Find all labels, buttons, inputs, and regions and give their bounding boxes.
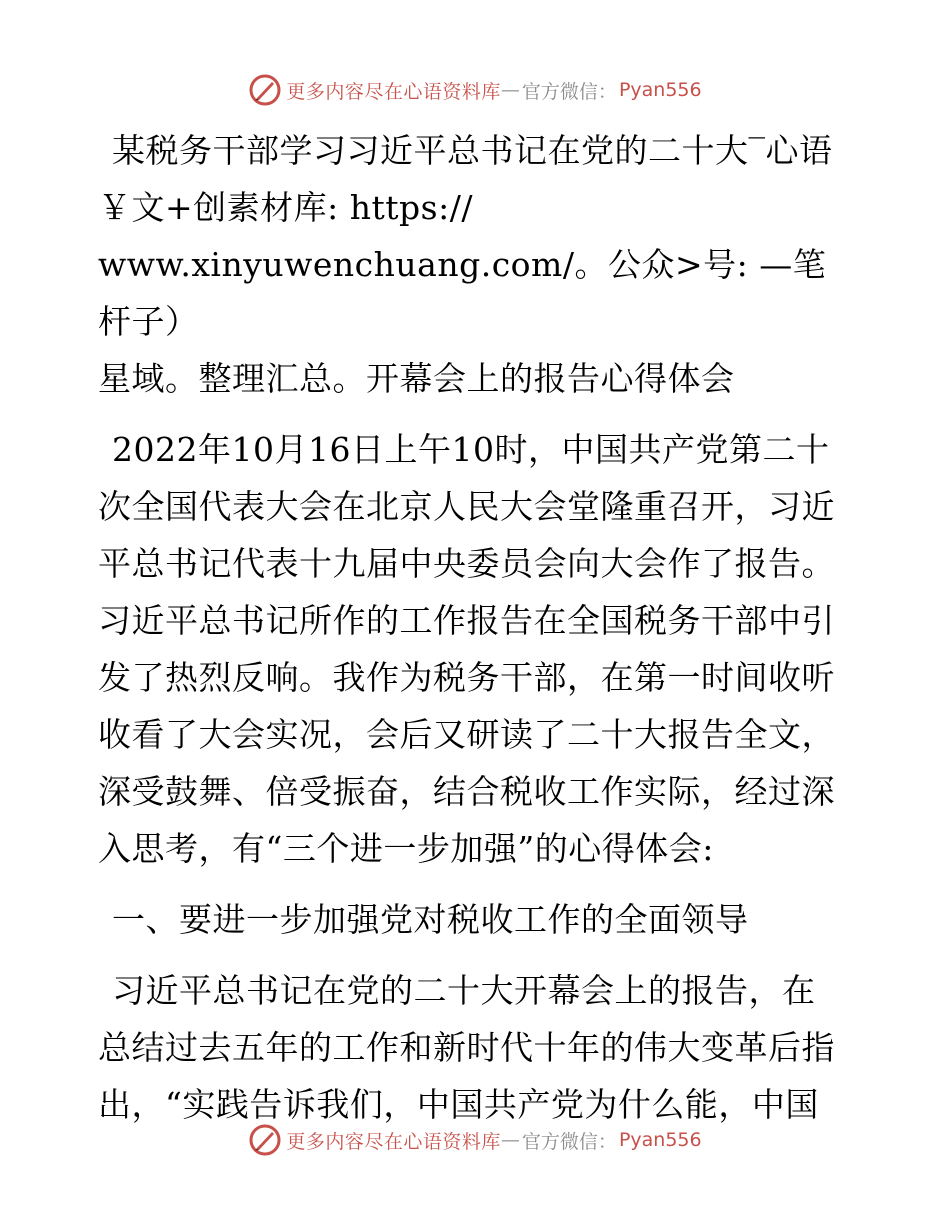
watermark-footer — [0, 1122, 950, 1158]
paragraph-section-1 — [98, 962, 858, 1133]
quill-circle-icon — [248, 73, 282, 107]
paragraph-line: 发了热烈反响。我作为税务干部，在第一时间收听 — [98, 658, 835, 697]
paragraph-line: 深受鼓舞、倍受振奋，结合税收工作实际，经过深 — [98, 772, 835, 811]
document-title — [98, 122, 858, 407]
paragraph-line: 2022年10月16日上午10时，中国共产党第二十 — [112, 430, 830, 469]
watermark-dash: — — [500, 1129, 520, 1151]
paragraph-line: 总结过去五年的工作和新时代十年的伟大变革后指 — [98, 1028, 835, 1067]
title-line: www.xinyuwenchuang.com/。公众>号: —笔杆子） — [98, 245, 827, 341]
title-line: 星域。整理汇总。开幕会上的报告心得体会 — [98, 359, 735, 398]
paragraph-line: 入思考，有“三个进一步加强”的心得体会: — [98, 829, 714, 868]
paragraph-line: 次全国代表大会在北京人民大会堂隆重召开，习近 — [98, 487, 835, 526]
watermark-wechat-id: Pyan556 — [618, 1129, 702, 1151]
watermark-brand: 更多内容尽在心语资料库 — [286, 1130, 501, 1153]
paragraph-line: 收看了大会实况，会后又研读了二十大报告全文， — [98, 715, 835, 754]
quill-circle-icon — [248, 1123, 282, 1157]
document-body — [98, 122, 858, 1133]
watermark-dash: — — [500, 79, 520, 101]
heading-text: 一、要进一步加强党对税收工作的全面领导 — [112, 900, 749, 939]
watermark-wechat-label: 官方微信： — [521, 80, 617, 103]
watermark-wechat-id: Pyan556 — [618, 79, 702, 101]
paragraph-intro — [98, 421, 858, 877]
watermark-wechat-label: 官方微信： — [521, 1130, 617, 1153]
watermark-brand: 更多内容尽在心语资料库 — [286, 80, 501, 103]
paragraph-line: 习近平总书记在党的二十大开幕会上的报告，在 — [112, 971, 816, 1010]
paragraph-line: 出，“实践告诉我们，中国共产党为什么能，中国 — [98, 1085, 819, 1124]
paragraph-line: 平总书记代表十九届中央委员会向大会作了报告。 — [98, 544, 835, 583]
paragraph-line: 习近平总书记所作的工作报告在全国税务干部中引 — [98, 601, 835, 640]
watermark-header — [0, 72, 950, 108]
section-heading-1 — [98, 891, 858, 948]
title-line: 某税务干部学习习近平总书记在党的二十大‾心语 — [112, 131, 833, 170]
title-line: ￥文+创素材库: https:// — [98, 188, 473, 227]
